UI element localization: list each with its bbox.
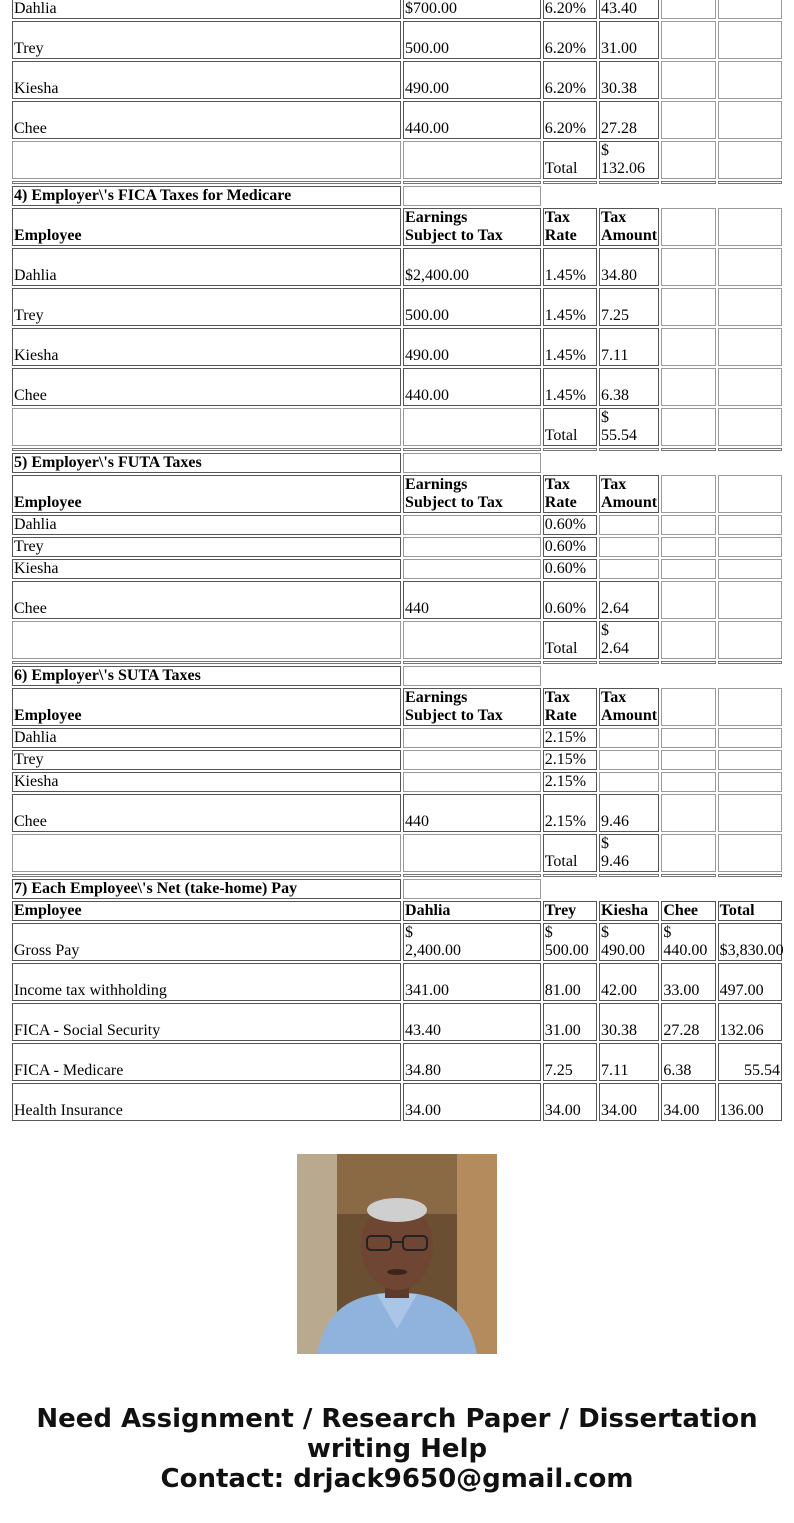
amount-cell: $ 490.00 (599, 923, 659, 961)
amount-cell: 43.40 (403, 1003, 541, 1041)
tax-cell: 9.46 (599, 794, 659, 832)
earnings-cell: 490.00 (403, 61, 541, 99)
empty-cell (718, 248, 782, 286)
empty-cell (718, 772, 782, 792)
employee-cell: Chee (12, 368, 401, 406)
empty-cell (661, 368, 715, 406)
rate-cell: 2.15% (543, 750, 597, 770)
column-header: Earnings Subject to Tax (403, 208, 541, 246)
column-header: Chee (661, 901, 715, 921)
row-label: Health Insurance (12, 1083, 401, 1121)
table-row (12, 368, 782, 406)
amount-cell: 55.54 (718, 1043, 782, 1081)
total-label: Total (543, 141, 597, 179)
empty-cell (403, 666, 541, 686)
employee-cell: Kiesha (12, 328, 401, 366)
total-amount: $ 55.54 (599, 408, 659, 446)
empty-cell (403, 141, 541, 179)
earnings-cell (403, 728, 541, 748)
total-amount: $ 9.46 (599, 834, 659, 872)
separator-row (12, 874, 782, 877)
empty-cell (718, 794, 782, 832)
earnings-cell: 490.00 (403, 328, 541, 366)
earnings-cell: 500.00 (403, 21, 541, 59)
table-row (12, 537, 782, 557)
amount-cell: 6.38 (661, 1043, 715, 1081)
empty-cell (718, 408, 782, 446)
row-label: Income tax withholding (12, 963, 401, 1001)
empty-cell (661, 21, 715, 59)
empty-cell (661, 141, 715, 179)
amount-cell: 33.00 (661, 963, 715, 1001)
tax-cell (599, 559, 659, 579)
row-label: FICA - Medicare (12, 1043, 401, 1081)
employee-cell: Trey (12, 288, 401, 326)
empty-cell (661, 537, 715, 557)
column-header: Kiesha (599, 901, 659, 921)
empty-cell (718, 750, 782, 770)
earnings-cell (403, 772, 541, 792)
total-amount: $ 2.64 (599, 621, 659, 659)
earnings-cell: 440 (403, 794, 541, 832)
employee-cell: Chee (12, 101, 401, 139)
tax-cell: 7.11 (599, 328, 659, 366)
empty-cell (661, 515, 715, 535)
section-title: 4) Employer\'s FICA Taxes for Medicare (12, 186, 401, 206)
rate-cell: 0.60% (543, 537, 597, 557)
employee-cell: Kiesha (12, 61, 401, 99)
header-row (12, 688, 782, 726)
empty-cell (718, 288, 782, 326)
total-label: Total (543, 621, 597, 659)
empty-cell (718, 688, 782, 726)
rate-cell: 6.20% (543, 101, 597, 139)
employee-cell: Chee (12, 581, 401, 619)
header-row (12, 901, 782, 921)
rate-cell: 6.20% (543, 21, 597, 59)
table-row (12, 581, 782, 619)
empty-cell (718, 61, 782, 99)
employee-cell: Trey (12, 21, 401, 59)
amount-cell: 30.38 (599, 1003, 659, 1041)
empty-cell (661, 834, 715, 872)
empty-cell (718, 21, 782, 59)
avatar (297, 1154, 497, 1354)
empty-cell (661, 101, 715, 139)
empty-cell (718, 581, 782, 619)
earnings-cell: 440 (403, 581, 541, 619)
table-row (12, 0, 782, 19)
empty-cell (403, 408, 541, 446)
separator-row (12, 661, 782, 664)
column-header: Trey (543, 901, 597, 921)
column-header: Total (718, 901, 782, 921)
total-row (12, 621, 782, 659)
empty-cell (661, 728, 715, 748)
section-title-row (12, 879, 782, 899)
rate-cell: 1.45% (543, 328, 597, 366)
amount-cell: 27.28 (661, 1003, 715, 1041)
table-row (12, 794, 782, 832)
amount-cell: 34.00 (403, 1083, 541, 1121)
rate-cell: 2.15% (543, 794, 597, 832)
empty-cell (661, 208, 715, 246)
empty-cell (661, 328, 715, 366)
table-row (12, 963, 782, 1001)
column-header: Earnings Subject to Tax (403, 688, 541, 726)
table-row (12, 248, 782, 286)
amount-cell: 341.00 (403, 963, 541, 1001)
amount-cell: 81.00 (543, 963, 597, 1001)
amount-cell: $3,830.00 (718, 923, 782, 961)
column-header: Tax Amount (599, 688, 659, 726)
empty-cell (12, 834, 401, 872)
table-row (12, 515, 782, 535)
earnings-cell: 440.00 (403, 101, 541, 139)
employee-cell: Dahlia (12, 248, 401, 286)
amount-cell: 136.00 (718, 1083, 782, 1121)
empty-cell (718, 515, 782, 535)
amount-cell: 7.11 (599, 1043, 659, 1081)
empty-cell (718, 537, 782, 557)
amount-cell: 7.25 (543, 1043, 597, 1081)
empty-cell (718, 0, 782, 19)
table-row (12, 728, 782, 748)
empty-cell (718, 728, 782, 748)
amount-cell: 34.00 (661, 1083, 715, 1121)
tax-cell: 27.28 (599, 101, 659, 139)
column-header: Tax Amount (599, 475, 659, 513)
rate-cell: 1.45% (543, 288, 597, 326)
table-row (12, 328, 782, 366)
amount-cell: $ 440.00 (661, 923, 715, 961)
empty-cell (403, 453, 541, 473)
employee-cell: Chee (12, 794, 401, 832)
employee-cell: Dahlia (12, 728, 401, 748)
header-row (12, 208, 782, 246)
earnings-cell: 440.00 (403, 368, 541, 406)
empty-cell (718, 559, 782, 579)
section-title: 6) Employer\'s SUTA Taxes (12, 666, 401, 686)
table-row (12, 288, 782, 326)
employee-cell: Kiesha (12, 559, 401, 579)
table-row (12, 1043, 782, 1081)
rate-cell: 6.20% (543, 61, 597, 99)
tax-cell: 30.38 (599, 61, 659, 99)
column-header: Earnings Subject to Tax (403, 475, 541, 513)
row-label: Gross Pay (12, 923, 401, 961)
amount-cell: 132.06 (718, 1003, 782, 1041)
empty-cell (403, 186, 541, 206)
section-title: 7) Each Employee\'s Net (take-home) Pay (12, 879, 401, 899)
earnings-cell: $700.00 (403, 0, 541, 19)
rate-cell: 2.15% (543, 728, 597, 748)
total-label: Total (543, 834, 597, 872)
section-title-row (12, 453, 782, 473)
tax-cell: 7.25 (599, 288, 659, 326)
rate-cell: 1.45% (543, 248, 597, 286)
empty-cell (661, 621, 715, 659)
amount-cell: 34.80 (403, 1043, 541, 1081)
amount-cell: 497.00 (718, 963, 782, 1001)
tax-cell (599, 537, 659, 557)
column-header: Employee (12, 688, 401, 726)
column-header: Tax Rate (543, 688, 597, 726)
tax-cell: 2.64 (599, 581, 659, 619)
empty-cell (718, 208, 782, 246)
rate-cell: 0.60% (543, 581, 597, 619)
promo-banner (0, 1122, 794, 1523)
empty-cell (403, 621, 541, 659)
separator-row (12, 448, 782, 451)
rate-cell: 6.20% (543, 0, 597, 19)
empty-cell (718, 475, 782, 513)
empty-cell (12, 621, 401, 659)
column-header: Tax Rate (543, 208, 597, 246)
gross-pay-row (12, 923, 782, 961)
amount-cell: 34.00 (543, 1083, 597, 1121)
column-header: Dahlia (403, 901, 541, 921)
empty-cell (661, 475, 715, 513)
employee-cell: Trey (12, 537, 401, 557)
empty-cell (718, 328, 782, 366)
promo-line-2: writing Help (306, 1434, 488, 1464)
header-row (12, 475, 782, 513)
table-row (12, 559, 782, 579)
employee-cell: Trey (12, 750, 401, 770)
employee-cell: Dahlia (12, 515, 401, 535)
payroll-sheet (10, 0, 784, 1163)
empty-cell (661, 772, 715, 792)
empty-cell (661, 61, 715, 99)
empty-cell (661, 688, 715, 726)
empty-cell (661, 0, 715, 19)
earnings-cell (403, 559, 541, 579)
empty-cell (718, 621, 782, 659)
empty-cell (661, 794, 715, 832)
earnings-cell: 500.00 (403, 288, 541, 326)
promo-line-1: Need Assignment / Research Paper / Dissertation (36, 1404, 758, 1434)
earnings-cell (403, 750, 541, 770)
total-row (12, 408, 782, 446)
table-row (12, 1003, 782, 1041)
total-amount: $ 132.06 (599, 141, 659, 179)
empty-cell (403, 879, 541, 899)
table-row (12, 21, 782, 59)
empty-cell (718, 101, 782, 139)
table-row (12, 750, 782, 770)
tax-cell (599, 728, 659, 748)
section-title: 5) Employer\'s FUTA Taxes (12, 453, 401, 473)
tax-cell (599, 515, 659, 535)
column-header: Employee (12, 208, 401, 246)
table-row (12, 1083, 782, 1121)
section-title-row (12, 666, 782, 686)
column-header: Tax Rate (543, 475, 597, 513)
rate-cell: 1.45% (543, 368, 597, 406)
tax-cell (599, 750, 659, 770)
payroll-table (10, 0, 784, 1163)
section-title-row (12, 186, 782, 206)
empty-cell (12, 408, 401, 446)
earnings-cell: $2,400.00 (403, 248, 541, 286)
table-row (12, 61, 782, 99)
amount-cell: 31.00 (543, 1003, 597, 1041)
tax-cell: 34.80 (599, 248, 659, 286)
promo-contact: Contact: drjack9650@gmail.com (160, 1464, 634, 1494)
rate-cell: 0.60% (543, 559, 597, 579)
column-header: Employee (12, 901, 401, 921)
earnings-cell (403, 515, 541, 535)
portrait-image (297, 1154, 497, 1354)
column-header: Tax Amount (599, 208, 659, 246)
table-row (12, 101, 782, 139)
amount-cell: $ 2,400.00 (403, 923, 541, 961)
rate-cell: 2.15% (543, 772, 597, 792)
total-label: Total (543, 408, 597, 446)
empty-cell (661, 248, 715, 286)
empty-cell (661, 408, 715, 446)
amount-cell: 34.00 (599, 1083, 659, 1121)
table-row (12, 772, 782, 792)
empty-cell (718, 141, 782, 179)
empty-cell (661, 559, 715, 579)
column-header: Employee (12, 475, 401, 513)
empty-cell (661, 581, 715, 619)
empty-cell (718, 368, 782, 406)
amount-cell: $ 500.00 (543, 923, 597, 961)
employee-cell: Kiesha (12, 772, 401, 792)
empty-cell (661, 288, 715, 326)
separator-row (12, 181, 782, 184)
empty-cell (718, 834, 782, 872)
tax-cell: 31.00 (599, 21, 659, 59)
row-label: FICA - Social Security (12, 1003, 401, 1041)
tax-cell: 43.40 (599, 0, 659, 19)
empty-cell (403, 834, 541, 872)
total-row (12, 141, 782, 179)
rate-cell: 0.60% (543, 515, 597, 535)
earnings-cell (403, 537, 541, 557)
total-row (12, 834, 782, 872)
promo-text (0, 1404, 794, 1494)
empty-cell (12, 141, 401, 179)
tax-cell (599, 772, 659, 792)
employee-cell: Dahlia (12, 0, 401, 19)
tax-cell: 6.38 (599, 368, 659, 406)
amount-cell: 42.00 (599, 963, 659, 1001)
empty-cell (661, 750, 715, 770)
